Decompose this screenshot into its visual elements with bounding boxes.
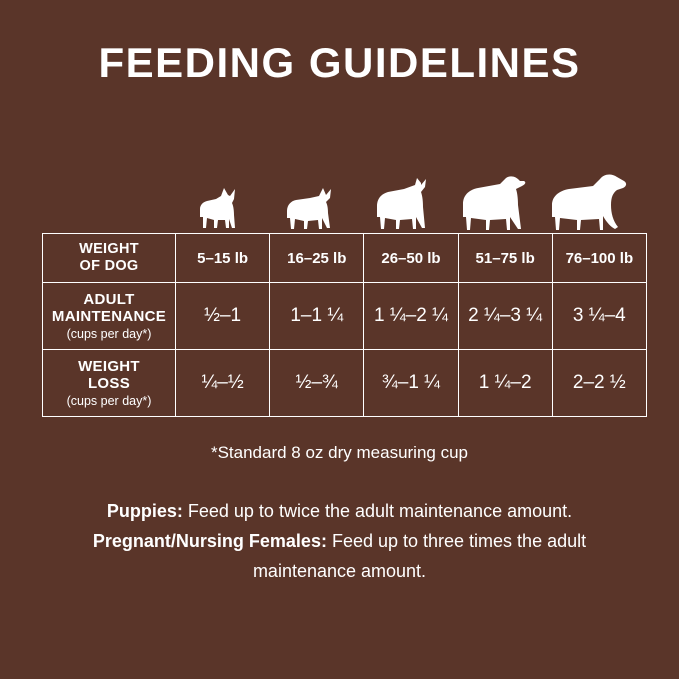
note-pregnant-label: Pregnant/Nursing Females: <box>92 530 327 551</box>
cell-adult-5: 3 ¼–4 <box>552 283 646 350</box>
dog-icon-cell-5 <box>547 150 640 235</box>
page-title: FEEDING GUIDELINES <box>98 39 581 86</box>
dog-icon-cell-2 <box>267 150 360 235</box>
header-weight-5: 76–100 lb <box>552 234 646 283</box>
note-pregnant-continued <box>60 558 619 586</box>
row-label-adult-line2: MAINTENANCE <box>51 307 167 325</box>
table-row <box>43 350 647 417</box>
header-weight-3: 26–50 lb <box>364 234 458 283</box>
header-weight-2: 16–25 lb <box>270 234 364 283</box>
dog-icon-cell-3 <box>360 150 453 235</box>
note-puppies <box>60 498 619 526</box>
terrier-silhouette-icon <box>282 185 346 235</box>
cell-loss-4: 1 ¼–2 <box>458 350 552 417</box>
header-weight-of-dog-line1: WEIGHT <box>79 241 139 258</box>
table-header-row <box>43 234 647 283</box>
cell-loss-5: 2–2 ½ <box>552 350 646 417</box>
row-label-adult-maintenance <box>43 283 176 350</box>
pointer-silhouette-icon <box>458 173 542 235</box>
note-pregnant-text2: maintenance amount. <box>252 560 427 581</box>
additional-notes <box>60 498 619 588</box>
cell-adult-1: ½–1 <box>176 283 270 350</box>
header-weight-4: 51–75 lb <box>458 234 552 283</box>
header-weight-of-dog-line2: OF DOG <box>79 258 139 274</box>
cell-loss-2: ½–¾ <box>270 350 364 417</box>
header-weight-of-dog <box>43 234 176 283</box>
table-row <box>43 283 647 350</box>
row-label-loss-line1: WEIGHT <box>78 357 140 375</box>
dog-icon-cell-1 <box>174 150 267 235</box>
dog-icon-cell-4 <box>454 150 547 235</box>
cell-adult-4: 2 ¼–3 ¼ <box>458 283 552 350</box>
cell-loss-1: ¼–½ <box>176 350 270 417</box>
row-label-loss-line2: LOSS <box>87 374 131 392</box>
row-label-adult-sub: (cups per day*) <box>66 327 152 342</box>
cell-loss-3: ¾–1 ¼ <box>364 350 458 417</box>
cell-adult-3: 1 ¼–2 ¼ <box>364 283 458 350</box>
retriever-silhouette-icon <box>547 171 639 235</box>
row-label-loss-sub: (cups per day*) <box>66 394 152 409</box>
note-pregnant-text: Feed up to three times the adult <box>326 530 587 551</box>
dog-silhouettes-row <box>174 150 640 235</box>
chihuahua-silhouette-icon <box>194 187 248 235</box>
measuring-cup-footnote: *Standard 8 oz dry measuring cup <box>210 443 469 462</box>
header-weight-1: 5–15 lb <box>176 234 270 283</box>
boxer-silhouette-icon <box>372 177 442 235</box>
note-puppies-text: Feed up to twice the adult maintenance amount. <box>182 501 573 521</box>
note-pregnant <box>60 528 619 556</box>
feeding-table-container <box>42 233 640 417</box>
cell-adult-2: 1–1 ¼ <box>270 283 364 350</box>
row-label-weight-loss <box>43 350 176 417</box>
row-label-adult-line1: ADULT <box>83 290 135 308</box>
note-puppies-label: Puppies: <box>106 501 183 521</box>
feeding-table <box>42 233 647 417</box>
